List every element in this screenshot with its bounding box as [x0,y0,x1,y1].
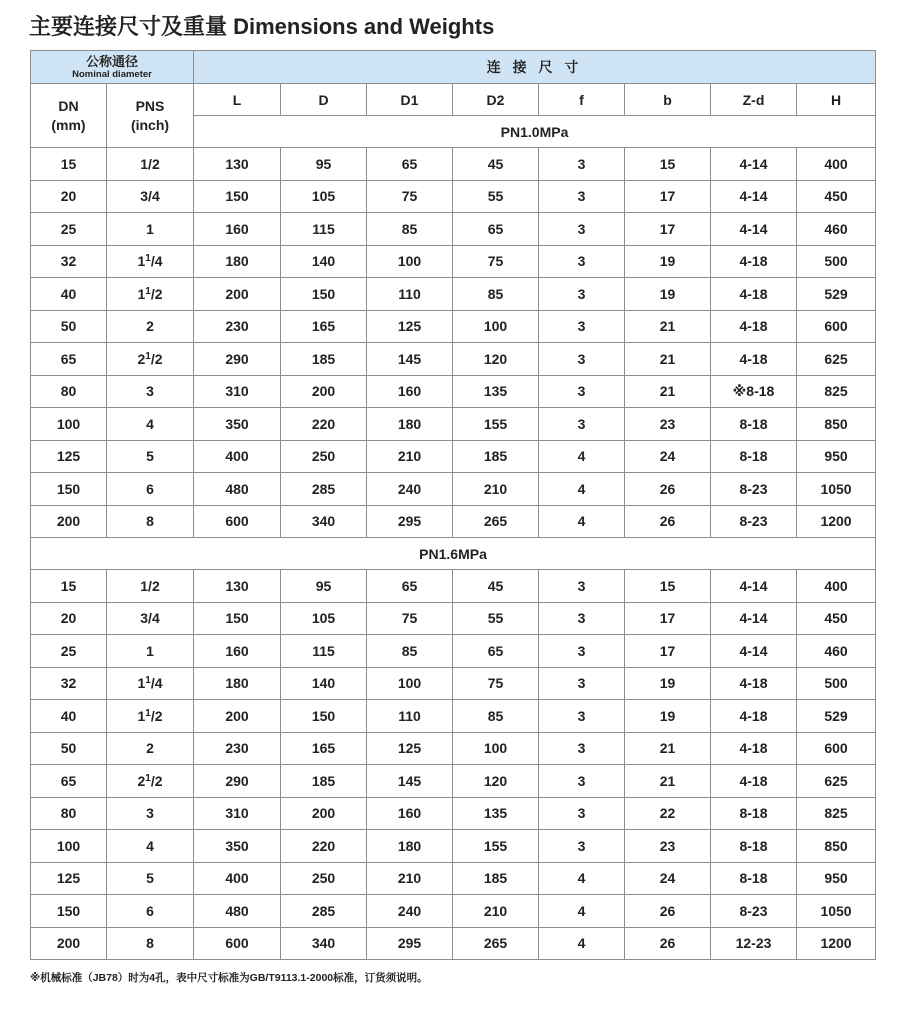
nominal-diameter-header [31,51,194,84]
table-cell: 22 [625,797,711,830]
table-cell: 265 [453,927,539,960]
nominal-diameter-cn: 公称通径 [85,54,138,69]
table-cell: 100 [31,408,107,441]
table-cell: 180 [367,408,453,441]
table-cell: 65 [453,213,539,246]
table-cell: 85 [453,700,539,733]
table-row [31,505,876,538]
table-cell: 120 [453,765,539,798]
table-cell: 400 [797,570,876,603]
table-cell: 75 [453,667,539,700]
table-row [31,635,876,668]
table-cell: 210 [367,862,453,895]
table-cell: 290 [194,343,281,376]
table-cell: 15 [625,148,711,181]
table-cell: 210 [367,440,453,473]
table-row [31,408,876,441]
col-header-z-d: Z-d [711,84,797,116]
table-row [31,862,876,895]
table-cell: 230 [194,732,281,765]
table-cell: 200 [31,927,107,960]
table-cell: 3 [539,213,625,246]
table-cell: 100 [367,667,453,700]
table-cell: 310 [194,797,281,830]
table-cell: 20 [31,180,107,213]
table-cell: 4 [539,927,625,960]
table-cell: 21 [625,732,711,765]
table-cell: 529 [797,700,876,733]
table-cell: 19 [625,245,711,278]
table-cell: 130 [194,148,281,181]
table-cell: 185 [453,862,539,895]
table-cell: 5 [107,440,194,473]
pns-unit: (inch) [130,116,170,133]
table-cell: 8-18 [711,797,797,830]
table-cell: 950 [797,440,876,473]
table-cell: 250 [281,862,367,895]
dn-unit: (mm) [51,116,86,133]
table-cell: 160 [194,213,281,246]
table-cell: 3/4 [107,180,194,213]
table-cell: 150 [281,278,367,311]
table-cell: 600 [194,927,281,960]
table-row [31,732,876,765]
table-cell: 850 [797,408,876,441]
table-cell: 825 [797,797,876,830]
table-cell: 150 [31,473,107,506]
table-row [31,375,876,408]
table-cell: 100 [31,830,107,863]
table-cell: 185 [281,343,367,376]
table-cell: 1050 [797,895,876,928]
table-cell: $2^1/2$ [107,343,194,376]
table-row [31,213,876,246]
table-cell: 32 [31,245,107,278]
table-cell: 17 [625,213,711,246]
dn-header [31,84,107,148]
table-cell: 285 [281,895,367,928]
table-cell: 105 [281,602,367,635]
table-row [31,310,876,343]
table-cell: 75 [367,180,453,213]
pressure-label: PN1.6MPa [31,538,876,570]
table-cell: 4-14 [711,148,797,181]
table-cell: 200 [194,278,281,311]
table-row [31,180,876,213]
table-cell: 100 [453,310,539,343]
table-cell: 95 [281,148,367,181]
table-cell: 21 [625,310,711,343]
table-cell: 135 [453,375,539,408]
table-cell: 65 [31,343,107,376]
table-cell: 400 [797,148,876,181]
table-cell: 160 [367,375,453,408]
table-cell: 3 [107,797,194,830]
table-cell: 19 [625,278,711,311]
table-cell: 625 [797,765,876,798]
table-cell: 310 [194,375,281,408]
table-cell: $2^1/2$ [107,765,194,798]
table-cell: 295 [367,927,453,960]
table-cell: 20 [31,602,107,635]
table-cell: 15 [31,570,107,603]
table-cell: 17 [625,602,711,635]
table-cell: 3 [539,635,625,668]
table-cell: 200 [281,375,367,408]
table-cell: 480 [194,473,281,506]
table-cell: 15 [625,570,711,603]
table-cell: 185 [453,440,539,473]
table-cell: 125 [367,310,453,343]
table-cell: 4-14 [711,213,797,246]
table-cell: 19 [625,700,711,733]
table-cell: 1 [107,213,194,246]
table-cell: 200 [31,505,107,538]
table-cell: 40 [31,700,107,733]
table-cell: 85 [367,635,453,668]
table-cell: 105 [281,180,367,213]
table-cell: 265 [453,505,539,538]
table-cell: 400 [194,862,281,895]
table-cell: 75 [453,245,539,278]
table-cell: 250 [281,440,367,473]
table-cell: 3/4 [107,602,194,635]
table-cell: 26 [625,895,711,928]
col-header-f: f [539,84,625,116]
table-row [31,700,876,733]
table-cell: 145 [367,343,453,376]
table-cell: 21 [625,765,711,798]
table-cell: 8-18 [711,862,797,895]
table-cell: 8-18 [711,440,797,473]
table-cell: 19 [625,667,711,700]
table-cell: 5 [107,862,194,895]
table-cell: 4-18 [711,667,797,700]
table-cell: 100 [367,245,453,278]
table-cell: 21 [625,343,711,376]
table-cell: 460 [797,213,876,246]
table-cell: 1/2 [107,570,194,603]
pns-label: PNS [135,97,165,114]
table-cell: 200 [194,700,281,733]
table-row [31,830,876,863]
table-cell: $1^1/4$ [107,667,194,700]
table-cell: 3 [539,408,625,441]
table-cell: 26 [625,927,711,960]
table-cell: 185 [281,765,367,798]
col-header-h: H [797,84,876,116]
table-cell: 26 [625,473,711,506]
table-cell: 3 [539,830,625,863]
table-cell: 65 [453,635,539,668]
table-cell: 130 [194,570,281,603]
table-cell: 240 [367,473,453,506]
table-cell: 3 [539,602,625,635]
table-cell: 23 [625,408,711,441]
table-cell: 4 [107,830,194,863]
pressure-row [31,538,876,570]
table-cell: 3 [539,375,625,408]
table-cell: 4-14 [711,570,797,603]
pns-header [107,84,194,148]
table-cell: 125 [31,862,107,895]
table-cell: 3 [539,732,625,765]
table-cell: 500 [797,667,876,700]
table-cell: 600 [797,310,876,343]
table-cell: 3 [539,570,625,603]
table-cell: 180 [194,667,281,700]
header-row-columns [31,84,876,116]
table-cell: 150 [194,180,281,213]
table-cell: 450 [797,180,876,213]
table-cell: 480 [194,895,281,928]
table-cell: 160 [367,797,453,830]
table-cell: 55 [453,602,539,635]
dn-label: DN [58,97,79,114]
table-cell: 6 [107,895,194,928]
table-cell: 17 [625,180,711,213]
table-cell: 3 [539,797,625,830]
table-cell: 210 [453,895,539,928]
table-cell: 625 [797,343,876,376]
table-cell: 8-23 [711,473,797,506]
table-cell: 50 [31,732,107,765]
table-cell: 45 [453,148,539,181]
table-cell: 850 [797,830,876,863]
table-cell: 4-18 [711,765,797,798]
table-cell: 4-18 [711,343,797,376]
table-cell: 26 [625,505,711,538]
table-cell: 3 [107,375,194,408]
table-cell: 2 [107,732,194,765]
table-cell: 4 [539,505,625,538]
table-cell: 24 [625,440,711,473]
table-cell: 165 [281,310,367,343]
table-cell: 4 [539,440,625,473]
table-cell: 55 [453,180,539,213]
table-cell: 85 [367,213,453,246]
table-cell: 8-18 [711,830,797,863]
table-cell: 4-18 [711,310,797,343]
table-row [31,797,876,830]
table-cell: 3 [539,343,625,376]
table-cell: 210 [453,473,539,506]
table-cell: 100 [453,732,539,765]
table-row [31,765,876,798]
table-cell: 4-18 [711,278,797,311]
table-cell: 600 [797,732,876,765]
col-header-l: L [194,84,281,116]
table-cell: 4-14 [711,602,797,635]
table-cell: 529 [797,278,876,311]
table-cell: 155 [453,408,539,441]
table-cell: 340 [281,505,367,538]
table-cell: 500 [797,245,876,278]
footnote: ※机械标准（JB78）时为4孔，表中尺寸标准为GB/T9113.1-2000标准，订货须说明。 [30,972,428,984]
table-cell: 23 [625,830,711,863]
table-cell: 120 [453,343,539,376]
table-cell: 3 [539,765,625,798]
col-header-b: b [625,84,711,116]
table-cell: 155 [453,830,539,863]
table-cell: 135 [453,797,539,830]
table-cell: 4-18 [711,245,797,278]
table-cell: 295 [367,505,453,538]
table-cell: 1 [107,635,194,668]
col-header-d: D [281,84,367,116]
table-cell: $1^1/4$ [107,245,194,278]
table-cell: 200 [281,797,367,830]
table-cell: 220 [281,830,367,863]
table-cell: 45 [453,570,539,603]
table-cell: 40 [31,278,107,311]
table-cell: 140 [281,245,367,278]
table-row [31,245,876,278]
table-cell: 3 [539,310,625,343]
table-cell: 4-18 [711,700,797,733]
table-cell: 50 [31,310,107,343]
table-cell: 65 [367,570,453,603]
table-cell: 180 [367,830,453,863]
table-row [31,927,876,960]
dimensions-table [30,50,876,960]
table-cell: 240 [367,895,453,928]
table-cell: 115 [281,635,367,668]
table-cell: 1/2 [107,148,194,181]
table-cell: 160 [194,635,281,668]
table-cell: 12-23 [711,927,797,960]
table-cell: 340 [281,927,367,960]
table-cell: 110 [367,278,453,311]
table-cell: 8-23 [711,895,797,928]
table-cell: 25 [31,635,107,668]
table-row [31,473,876,506]
table-cell: 350 [194,830,281,863]
table-cell: 25 [31,213,107,246]
table-cell: 350 [194,408,281,441]
table-cell: 600 [194,505,281,538]
table-row [31,440,876,473]
table-cell: 3 [539,700,625,733]
table-cell: 21 [625,375,711,408]
table-cell: 230 [194,310,281,343]
table-cell: 145 [367,765,453,798]
table-cell: 1200 [797,505,876,538]
table-cell: 80 [31,797,107,830]
table-cell: 290 [194,765,281,798]
table-row [31,570,876,603]
table-cell: 3 [539,667,625,700]
table-cell: 2 [107,310,194,343]
col-header-d1: D1 [367,84,453,116]
page-title: 主要连接尺寸及重量 Dimensions and Weights [29,14,495,39]
table-cell: 8 [107,927,194,960]
table-cell: 110 [367,700,453,733]
table-cell: 165 [281,732,367,765]
table-cell: 4 [539,895,625,928]
table-cell: 8-23 [711,505,797,538]
table-cell: 4 [107,408,194,441]
table-cell: 1200 [797,927,876,960]
table-cell: 65 [31,765,107,798]
table-cell: 220 [281,408,367,441]
table-row [31,895,876,928]
table-cell: 17 [625,635,711,668]
table-cell: 3 [539,278,625,311]
table-row [31,278,876,311]
table-cell: 4-14 [711,180,797,213]
table-cell: 8 [107,505,194,538]
table-cell: 8-18 [711,408,797,441]
table-cell: 75 [367,602,453,635]
table-cell: ※8-18 [711,375,797,408]
table-cell: $1^1/2$ [107,278,194,311]
table-cell: 65 [367,148,453,181]
connection-dimensions-header: 连 接 尺 寸 [194,51,876,84]
table-cell: 4-14 [711,635,797,668]
col-header-d2: D2 [453,84,539,116]
header-row-group [31,51,876,84]
table-cell: 3 [539,245,625,278]
table-cell: 3 [539,180,625,213]
table-row [31,602,876,635]
table-cell: 95 [281,570,367,603]
table-cell: 4 [539,862,625,895]
table-cell: 285 [281,473,367,506]
table-cell: 450 [797,602,876,635]
table-row [31,343,876,376]
table-cell: 180 [194,245,281,278]
table-cell: 6 [107,473,194,506]
table-cell: 80 [31,375,107,408]
table-row [31,148,876,181]
table-cell: 140 [281,667,367,700]
table-cell: $1^1/2$ [107,700,194,733]
table-cell: 150 [31,895,107,928]
table-cell: 1050 [797,473,876,506]
table-cell: 24 [625,862,711,895]
table-cell: 32 [31,667,107,700]
table-cell: 4 [539,473,625,506]
nominal-diameter-en: Nominal diameter [72,69,152,80]
table-cell: 125 [31,440,107,473]
table-cell: 115 [281,213,367,246]
table-cell: 400 [194,440,281,473]
table-cell: 950 [797,862,876,895]
table-cell: 125 [367,732,453,765]
table-cell: 825 [797,375,876,408]
pressure-label: PN1.0MPa [194,116,876,148]
table-cell: 460 [797,635,876,668]
table-cell: 15 [31,148,107,181]
table-cell: 3 [539,148,625,181]
table-cell: 150 [194,602,281,635]
table-cell: 150 [281,700,367,733]
table-cell: 4-18 [711,732,797,765]
table-row [31,667,876,700]
table-cell: 85 [453,278,539,311]
